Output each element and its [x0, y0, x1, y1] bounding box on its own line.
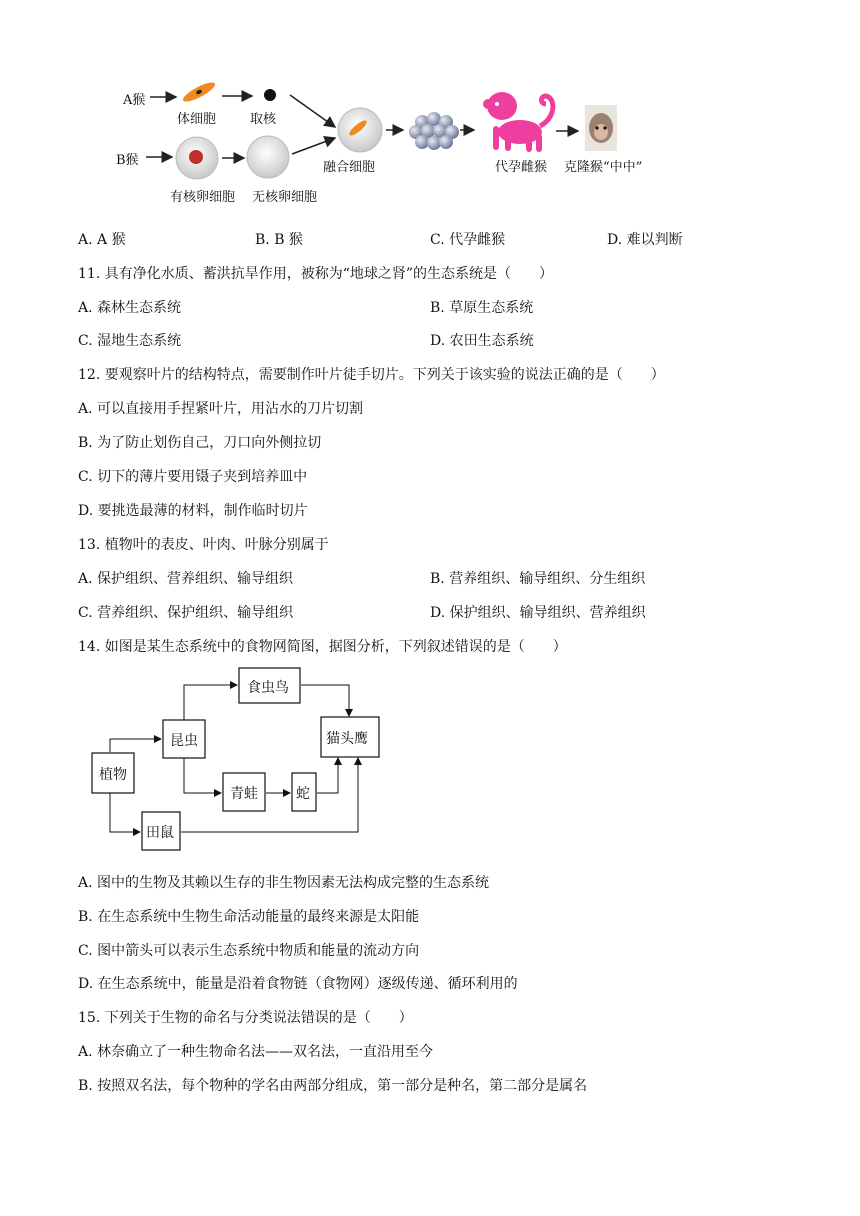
clone-monkey-icon [585, 105, 617, 151]
node-mouse: 田鼠 [146, 825, 174, 841]
question-stem: 12. 要观察叶片的结构特点，需要制作叶片徒手切片。下列关于该实验的说法正确的是（ ） [78, 367, 665, 383]
enucleated-egg-label: 无核卵细胞 [252, 190, 318, 205]
b-monkey-label: B猴 [116, 153, 139, 168]
option-b: B. 按照双名法，每个物种的学名由两部分组成，第一部分是种名，第二部分是属名 [78, 1078, 588, 1094]
question-stem: 15. 下列关于生物的命名与分类说法错误的是（ ） [78, 1010, 413, 1026]
option-b: B. 在生态系统中生物生命活动能量的最终来源是太阳能 [78, 909, 420, 925]
option-a: A. 可以直接用手捏紧叶片，用沾水的刀片切割 [78, 401, 364, 417]
option-d: D. 要挑选最薄的材料，制作临时切片 [78, 503, 308, 519]
option-b: B. 营养组织、输导组织、分生组织 [430, 571, 646, 587]
question-stem: 11. 具有净化水质、蓄洪抗旱作用，被称为“地球之肾”的生态系统是（ ） [78, 266, 554, 282]
node-plant: 植物 [99, 767, 127, 783]
clone-label: 克隆猴“中中” [564, 160, 643, 175]
nucleated-egg-label: 有核卵细胞 [170, 190, 236, 205]
option-d: D. 在生态系统中，能量是沿着食物链（食物网）逐级传递、循环利用的 [78, 976, 518, 992]
option-d: D. 难以判断 [607, 232, 683, 248]
node-snake: 蛇 [296, 786, 310, 802]
embryo-icon [409, 112, 459, 150]
node-frog: 青蛙 [230, 786, 258, 802]
option-c: C. 代孕雌猴 [430, 232, 506, 248]
nucleus-icon [264, 89, 276, 101]
option-a: A. 林奈确立了一种生物命名法——双名法，一直沿用至今 [78, 1044, 434, 1060]
option-a: A. 保护组织、营养组织、输导组织 [78, 571, 294, 587]
option-a: A. 图中的生物及其赖以生存的非生物因素无法构成完整的生态系统 [78, 875, 490, 891]
cloning-figure [0, 0, 860, 215]
question-stem: 13. 植物叶的表皮、叶肉、叶脉分别属于 [78, 537, 329, 553]
option-b: B. B 猴 [255, 232, 303, 248]
option-d: D. 农田生态系统 [430, 333, 534, 349]
a-monkey-label: A猴 [123, 93, 146, 108]
option-b: B. 草原生态系统 [430, 300, 534, 316]
fused-cell-label: 融合细胞 [323, 160, 376, 175]
question-stem: 14. 如图是某生态系统中的食物网简图，据图分析，下列叙述错误的是（ ） [78, 639, 567, 655]
option-c: C. 湿地生态系统 [78, 333, 182, 349]
node-insect: 昆虫 [170, 733, 198, 749]
body-cell-label: 体细胞 [177, 112, 217, 127]
enucleated-egg-icon [247, 136, 289, 178]
surrogate-label: 代孕雌猴 [495, 160, 548, 175]
node-bird: 食虫鸟 [247, 680, 289, 696]
option-a: A. A 猴 [78, 232, 126, 248]
option-d: D. 保护组织、输导组织、营养组织 [430, 605, 646, 621]
food-web-diagram [80, 660, 400, 860]
option-c: C. 营养组织、保护组织、输导组织 [78, 605, 294, 621]
fused-cell-icon [338, 108, 382, 152]
take-nucleus-label: 取核 [250, 112, 277, 127]
option-b: B. 为了防止划伤自己，刀口向外侧拉切 [78, 435, 322, 451]
node-owl: 猫头鹰 [326, 731, 368, 747]
option-c: C. 切下的薄片要用镊子夹到培养皿中 [78, 469, 308, 485]
option-a: A. 森林生态系统 [78, 300, 182, 316]
body-cell-icon [181, 79, 217, 105]
option-c: C. 图中箭头可以表示生态系统中物质和能量的流动方向 [78, 943, 420, 959]
nucleated-egg-icon [176, 137, 218, 179]
surrogate-monkey-icon [483, 92, 553, 152]
